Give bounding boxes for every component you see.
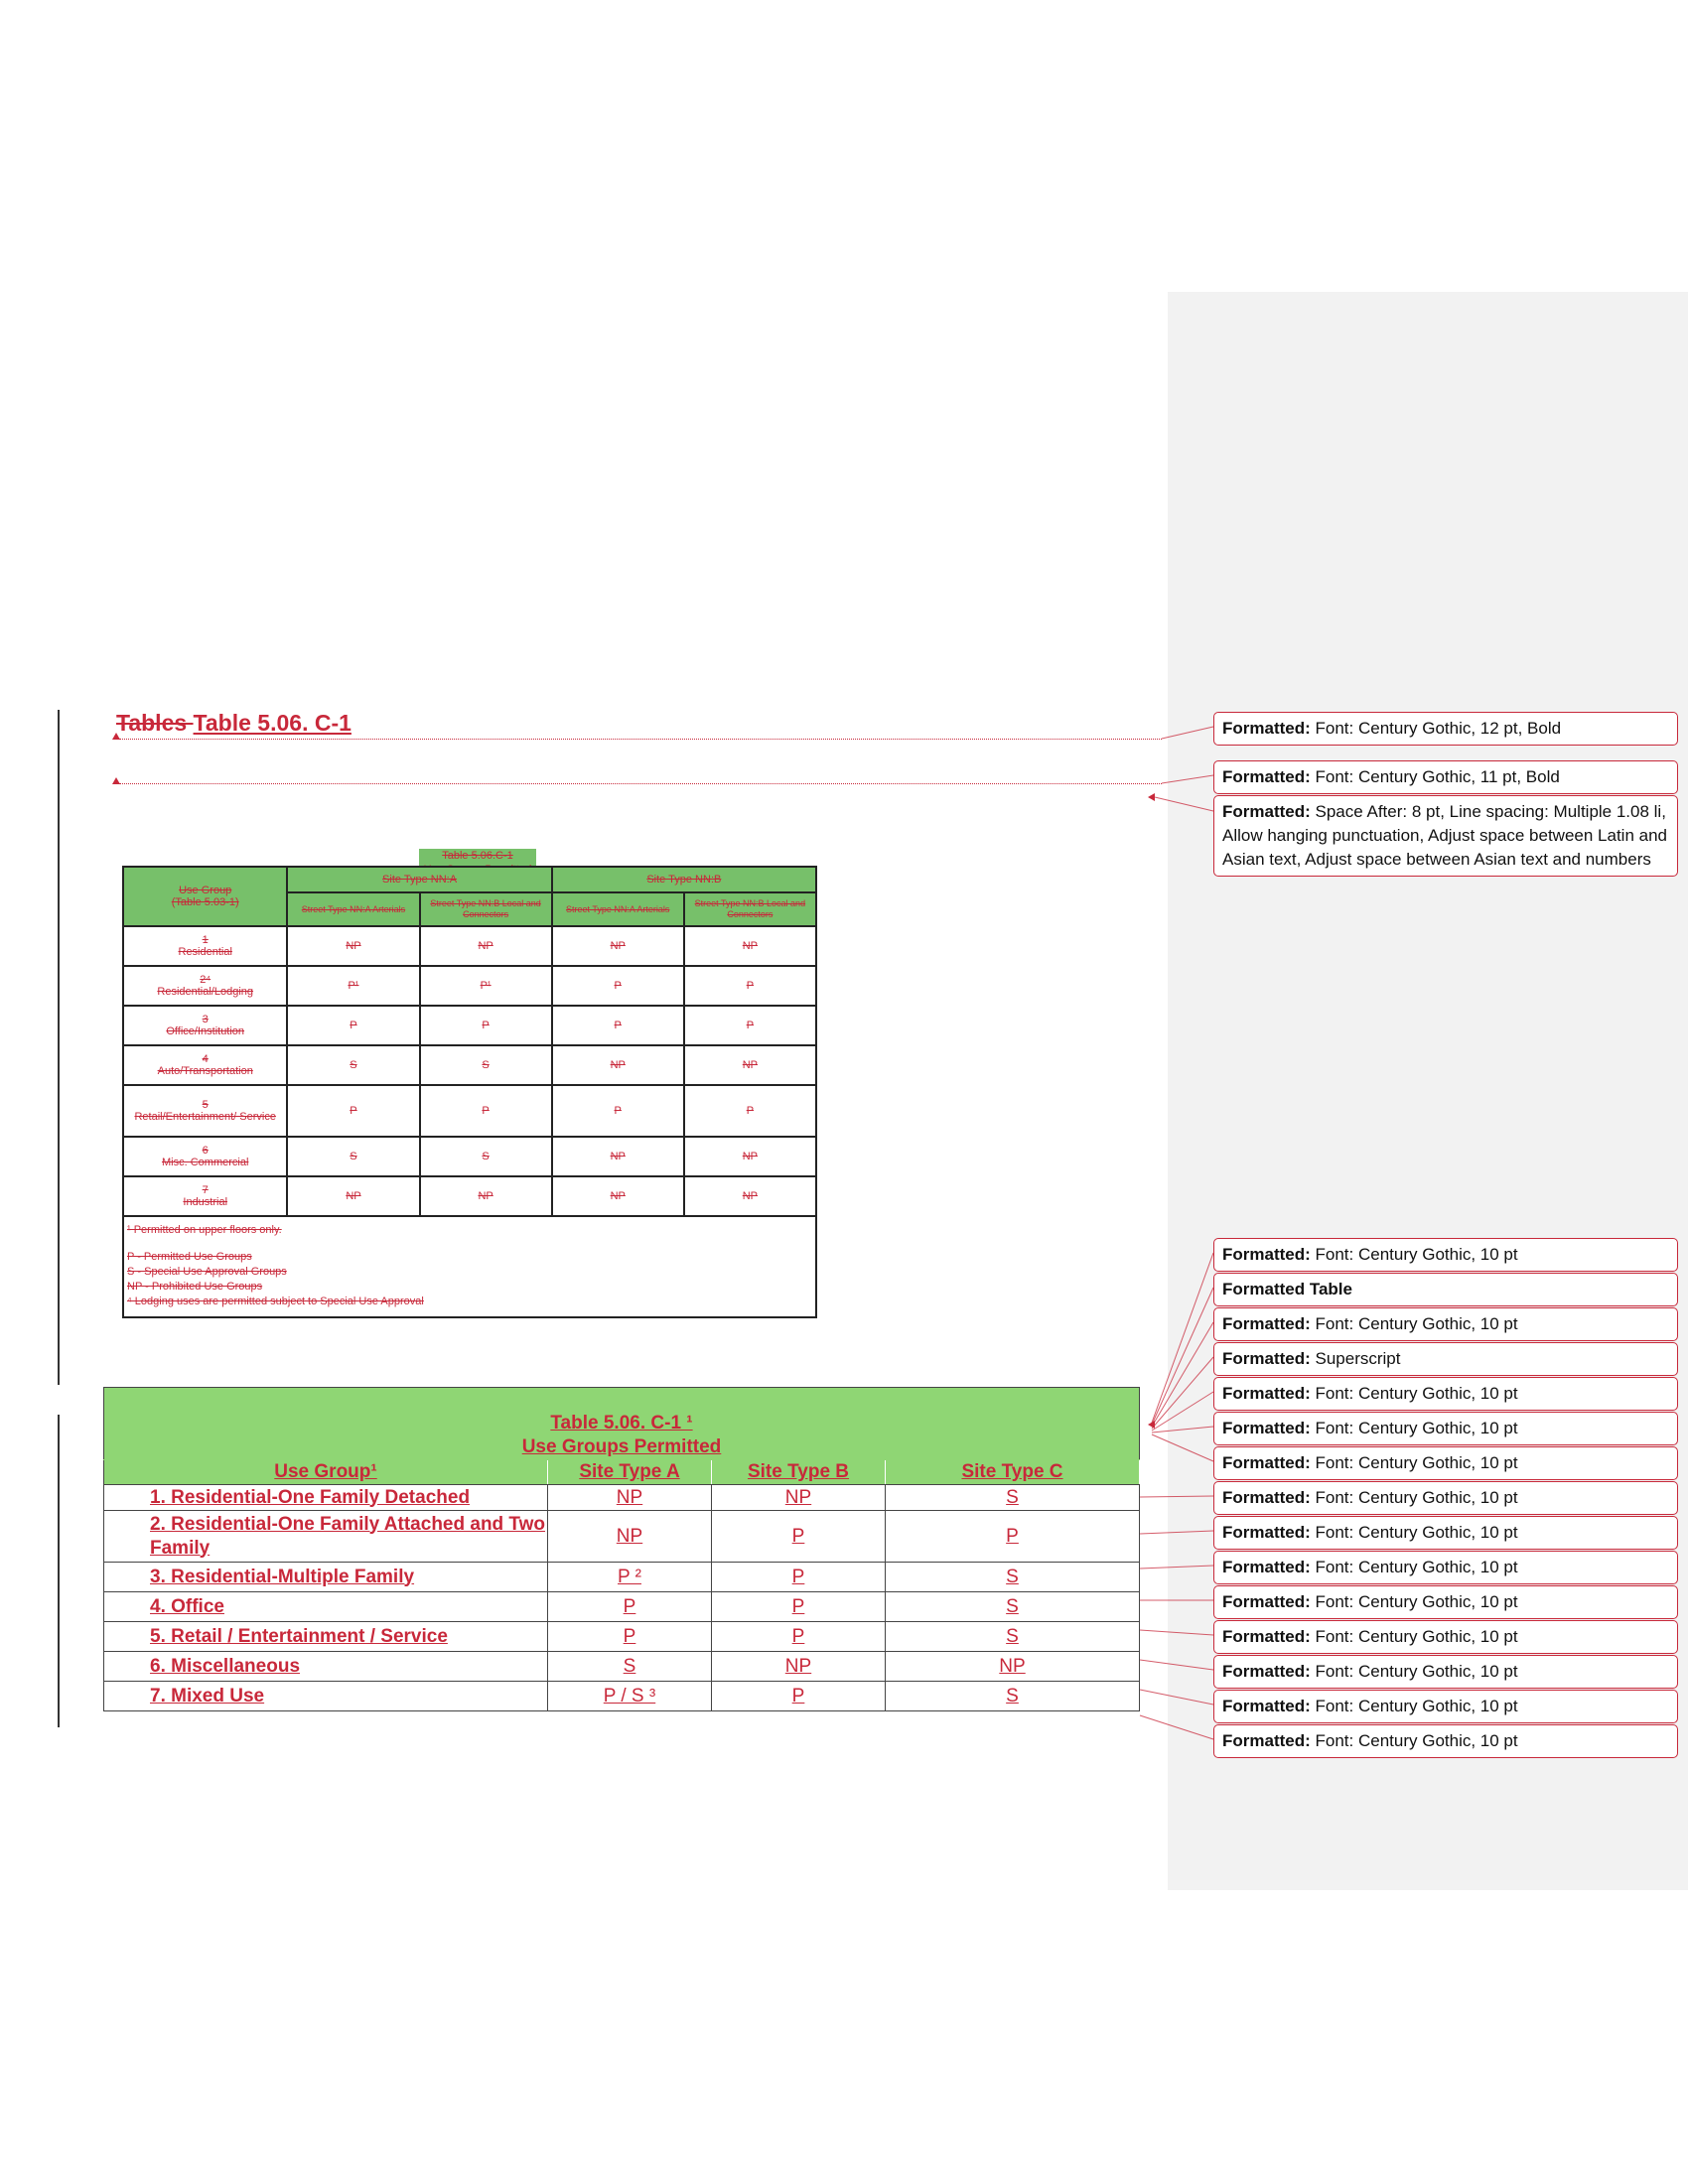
comment-anchor-icon [1148,793,1155,801]
old-subheader: Street Type NN:B Local and Connectors [684,892,816,926]
revision-balloon[interactable] [1213,1690,1678,1723]
cell-text: Industrial [183,1196,228,1208]
leader-dotted-line [119,783,1162,784]
old-header-site-b: Site Type NN:B [552,867,816,892]
balloon-text: Font: Century Gothic, 12 pt, Bold [1310,719,1562,738]
note-text: S - Special Use Approval Groups [127,1266,287,1278]
site-c-cell: S [886,1592,1140,1622]
site-a-cell: NP [548,1485,712,1511]
note-text: ¹ Permitted on upper floors only. [127,1224,282,1236]
table-row [104,1592,1140,1622]
use-group-cell: 1. Residential-One Family Detached [104,1485,548,1511]
balloon-label: Formatted: [1222,1558,1311,1576]
old-cell: P [684,966,816,1006]
revision-balloon[interactable] [1213,1724,1678,1758]
old-subheader: Street Type NN:A Arterials [552,892,684,926]
col-header-use-group: Use Group¹ [104,1460,548,1485]
balloon-text: Font: Century Gothic, 10 pt [1310,1592,1518,1611]
use-group-cell: 7. Mixed Use [104,1682,548,1711]
leader-dotted-line [119,739,1162,740]
comment-anchor-icon [1148,1421,1155,1429]
revision-balloon[interactable] [1213,1412,1678,1445]
note-text: ⁴ Lodging uses are permitted subject to Special Use Approval [127,1296,424,1307]
old-cell: S [287,1137,419,1176]
old-cell: NP [552,1045,684,1085]
revision-balloon[interactable] [1213,1273,1678,1306]
header-text: (Table 5.03-1) [171,896,239,908]
balloon-text: Font: Century Gothic, 10 pt [1310,1488,1518,1507]
revision-balloon[interactable] [1213,1620,1678,1654]
site-c-cell: S [886,1563,1140,1592]
old-use-group-cell [123,1045,287,1085]
site-a-cell: P ² [548,1563,712,1592]
balloon-label: Formatted: [1222,1592,1311,1611]
cell-text: 5 [202,1099,209,1111]
balloon-label: Formatted: [1222,1731,1311,1750]
old-cell: NP [552,1176,684,1216]
balloon-text: Font: Century Gothic, 11 pt, Bold [1310,767,1560,786]
old-cell: P¹ [287,966,419,1006]
table-row [104,1652,1140,1682]
balloon-text: Font: Century Gothic, 10 pt [1310,1558,1518,1576]
site-a-cell: NP [548,1511,712,1563]
old-subheader: Street Type NN:B Local and Connectors [420,892,552,926]
revision-balloon[interactable] [1213,712,1678,746]
balloon-text: Font: Century Gothic, 10 pt [1310,1384,1518,1403]
inserted-text: Table 5.06. C-1 [193,710,352,736]
use-group-cell: 4. Office [104,1592,548,1622]
balloon-text: Font: Century Gothic, 10 pt [1310,1245,1518,1264]
page-title [116,710,352,737]
revision-balloon[interactable] [1213,1307,1678,1341]
revision-balloon[interactable] [1213,1481,1678,1515]
balloon-text: Font: Century Gothic, 10 pt [1310,1731,1518,1750]
balloon-label: Formatted: [1222,1627,1311,1646]
site-b-cell: P [712,1563,886,1592]
use-group-cell: 2. Residential-One Family Attached and Two Family [104,1511,548,1563]
balloon-label: Formatted: [1222,1349,1311,1368]
balloon-label: Formatted: [1222,767,1311,786]
balloon-text: Font: Century Gothic, 10 pt [1310,1697,1518,1715]
table-row [123,926,816,966]
col-header-site-a: Site Type A [548,1460,712,1485]
revision-balloon[interactable] [1213,1377,1678,1411]
table-row [123,1137,816,1176]
balloon-text: Font: Century Gothic, 10 pt [1310,1314,1518,1333]
revision-balloon[interactable] [1213,1655,1678,1689]
cell-text: 7 [202,1184,209,1196]
old-use-group-cell [123,1176,287,1216]
old-cell: NP [684,1045,816,1085]
old-cell: NP [684,1176,816,1216]
balloon-label: Formatted: [1222,1384,1311,1403]
site-a-cell: P [548,1592,712,1622]
balloon-text: Font: Century Gothic, 10 pt [1310,1453,1518,1472]
old-caption-line: Table 5.06.C-1 [442,850,513,862]
old-cell: NP [287,1176,419,1216]
balloon-text: Font: Century Gothic, 10 pt [1310,1627,1518,1646]
table-row [104,1485,1140,1511]
revision-balloon[interactable] [1213,1585,1678,1619]
table-row [104,1563,1140,1592]
site-a-cell: S [548,1652,712,1682]
revision-balloon[interactable] [1213,1446,1678,1480]
old-cell: P [552,1085,684,1137]
col-header-site-b: Site Type B [712,1460,886,1485]
site-c-cell: S [886,1485,1140,1511]
old-cell: NP [420,926,552,966]
cell-text: 6 [202,1145,209,1157]
cell-text: Auto/Transportation [157,1065,253,1077]
balloon-label: Formatted: [1222,1453,1311,1472]
balloon-label: Formatted: [1222,1314,1311,1333]
balloon-label: Formatted: [1222,1697,1311,1715]
cell-text: 3 [202,1014,209,1025]
balloon-label: Formatted: [1222,1662,1311,1681]
cell-text: Residential [178,946,232,958]
note-text: NP - Prohibited Use Groups [127,1281,263,1293]
old-cell: NP [552,1137,684,1176]
new-use-groups-table [103,1387,1140,1711]
table-row [104,1511,1140,1563]
old-cell: NP [287,926,419,966]
cell-text: Office/Institution [166,1025,245,1037]
table-row [123,1176,816,1216]
old-cell: P [420,1006,552,1045]
cell-text: Retail/Entertainment/ Service [134,1111,276,1123]
old-use-group-cell [123,1006,287,1045]
cell-text: Misc. Commercial [162,1157,249,1168]
old-cell: NP [552,926,684,966]
balloon-label: Formatted: [1222,1523,1311,1542]
revision-balloon[interactable] [1213,760,1678,794]
table-row [123,1006,816,1045]
old-use-group-cell [123,926,287,966]
old-cell: P [287,1006,419,1045]
old-cell: P [684,1006,816,1045]
old-use-group-cell [123,1137,287,1176]
old-subheader: Street Type NN:A Arterials [287,892,419,926]
site-b-cell: P [712,1511,886,1563]
note-text: P - Permitted Use Groups [127,1251,252,1263]
old-table-notes [123,1216,816,1317]
old-use-group-cell [123,966,287,1006]
table-row [123,1085,816,1137]
site-a-cell: P / S ³ [548,1682,712,1711]
site-b-cell: P [712,1592,886,1622]
caption-line: Table 5.06. C-1 ¹ [550,1413,693,1433]
balloon-text: Space After: 8 pt, Line spacing: Multiple 1.08 li, Allow hanging punctuation, Adjust space between Latin and Asian text, Adjust space between Asian text and numbers [1222,802,1667,869]
old-cell: S [287,1045,419,1085]
balloon-text: Font: Century Gothic, 10 pt [1310,1523,1518,1542]
old-cell: NP [684,1137,816,1176]
balloon-text: Superscript [1310,1349,1401,1368]
old-cell: S [420,1137,552,1176]
cell-text: Residential/Lodging [157,986,254,998]
table-row [123,1045,816,1085]
balloon-label: Formatted: [1222,802,1311,821]
cell-text: 1 [202,934,209,946]
change-bar [58,1415,60,1727]
site-c-cell: S [886,1622,1140,1652]
old-cell: P¹ [420,966,552,1006]
revision-balloon[interactable] [1213,1342,1678,1376]
balloon-label: Formatted: [1222,719,1311,738]
col-header-site-c: Site Type C [886,1460,1140,1485]
balloon-label: Formatted Table [1222,1280,1352,1298]
old-cell: P [552,1006,684,1045]
site-a-cell: P [548,1622,712,1652]
use-group-cell: 6. Miscellaneous [104,1652,548,1682]
old-use-groups-table [122,866,817,1318]
revision-balloon[interactable] [1213,1238,1678,1272]
use-group-cell: 3. Residential-Multiple Family [104,1563,548,1592]
old-cell: S [420,1045,552,1085]
revision-balloon[interactable] [1213,1516,1678,1550]
balloon-label: Formatted: [1222,1488,1311,1507]
site-c-cell: P [886,1511,1140,1563]
caption-line: Use Groups Permitted [521,1436,722,1457]
use-group-cell: 5. Retail / Entertainment / Service [104,1622,548,1652]
balloon-text: Font: Century Gothic, 10 pt [1310,1419,1518,1437]
revision-balloon[interactable] [1213,795,1678,877]
old-header-site-a: Site Type NN:A [287,867,551,892]
site-b-cell: NP [712,1485,886,1511]
table-row [104,1682,1140,1711]
site-c-cell: NP [886,1652,1140,1682]
table-row [104,1622,1140,1652]
cell-text: 4 [202,1053,209,1065]
header-text: Use Group [179,885,232,896]
balloon-text: Font: Century Gothic, 10 pt [1310,1662,1518,1681]
old-cell: NP [684,926,816,966]
site-c-cell: S [886,1682,1140,1711]
cell-text: 2⁴ [200,974,211,986]
balloon-label: Formatted: [1222,1245,1311,1264]
new-use-groups-table-container [103,1387,1140,1712]
old-use-group-cell [123,1085,287,1137]
old-cell: P [420,1085,552,1137]
balloon-label: Formatted: [1222,1419,1311,1437]
revision-balloon[interactable] [1213,1551,1678,1584]
site-b-cell: P [712,1622,886,1652]
site-b-cell: NP [712,1652,886,1682]
deleted-text: Tables [116,710,194,736]
old-cell: P [287,1085,419,1137]
site-b-cell: P [712,1682,886,1711]
old-cell: P [552,966,684,1006]
new-table-caption [104,1388,1140,1460]
table-row [123,966,816,1006]
old-header-use-group [123,867,287,926]
change-bar [58,710,60,1385]
old-cell: NP [420,1176,552,1216]
old-cell: P [684,1085,816,1137]
